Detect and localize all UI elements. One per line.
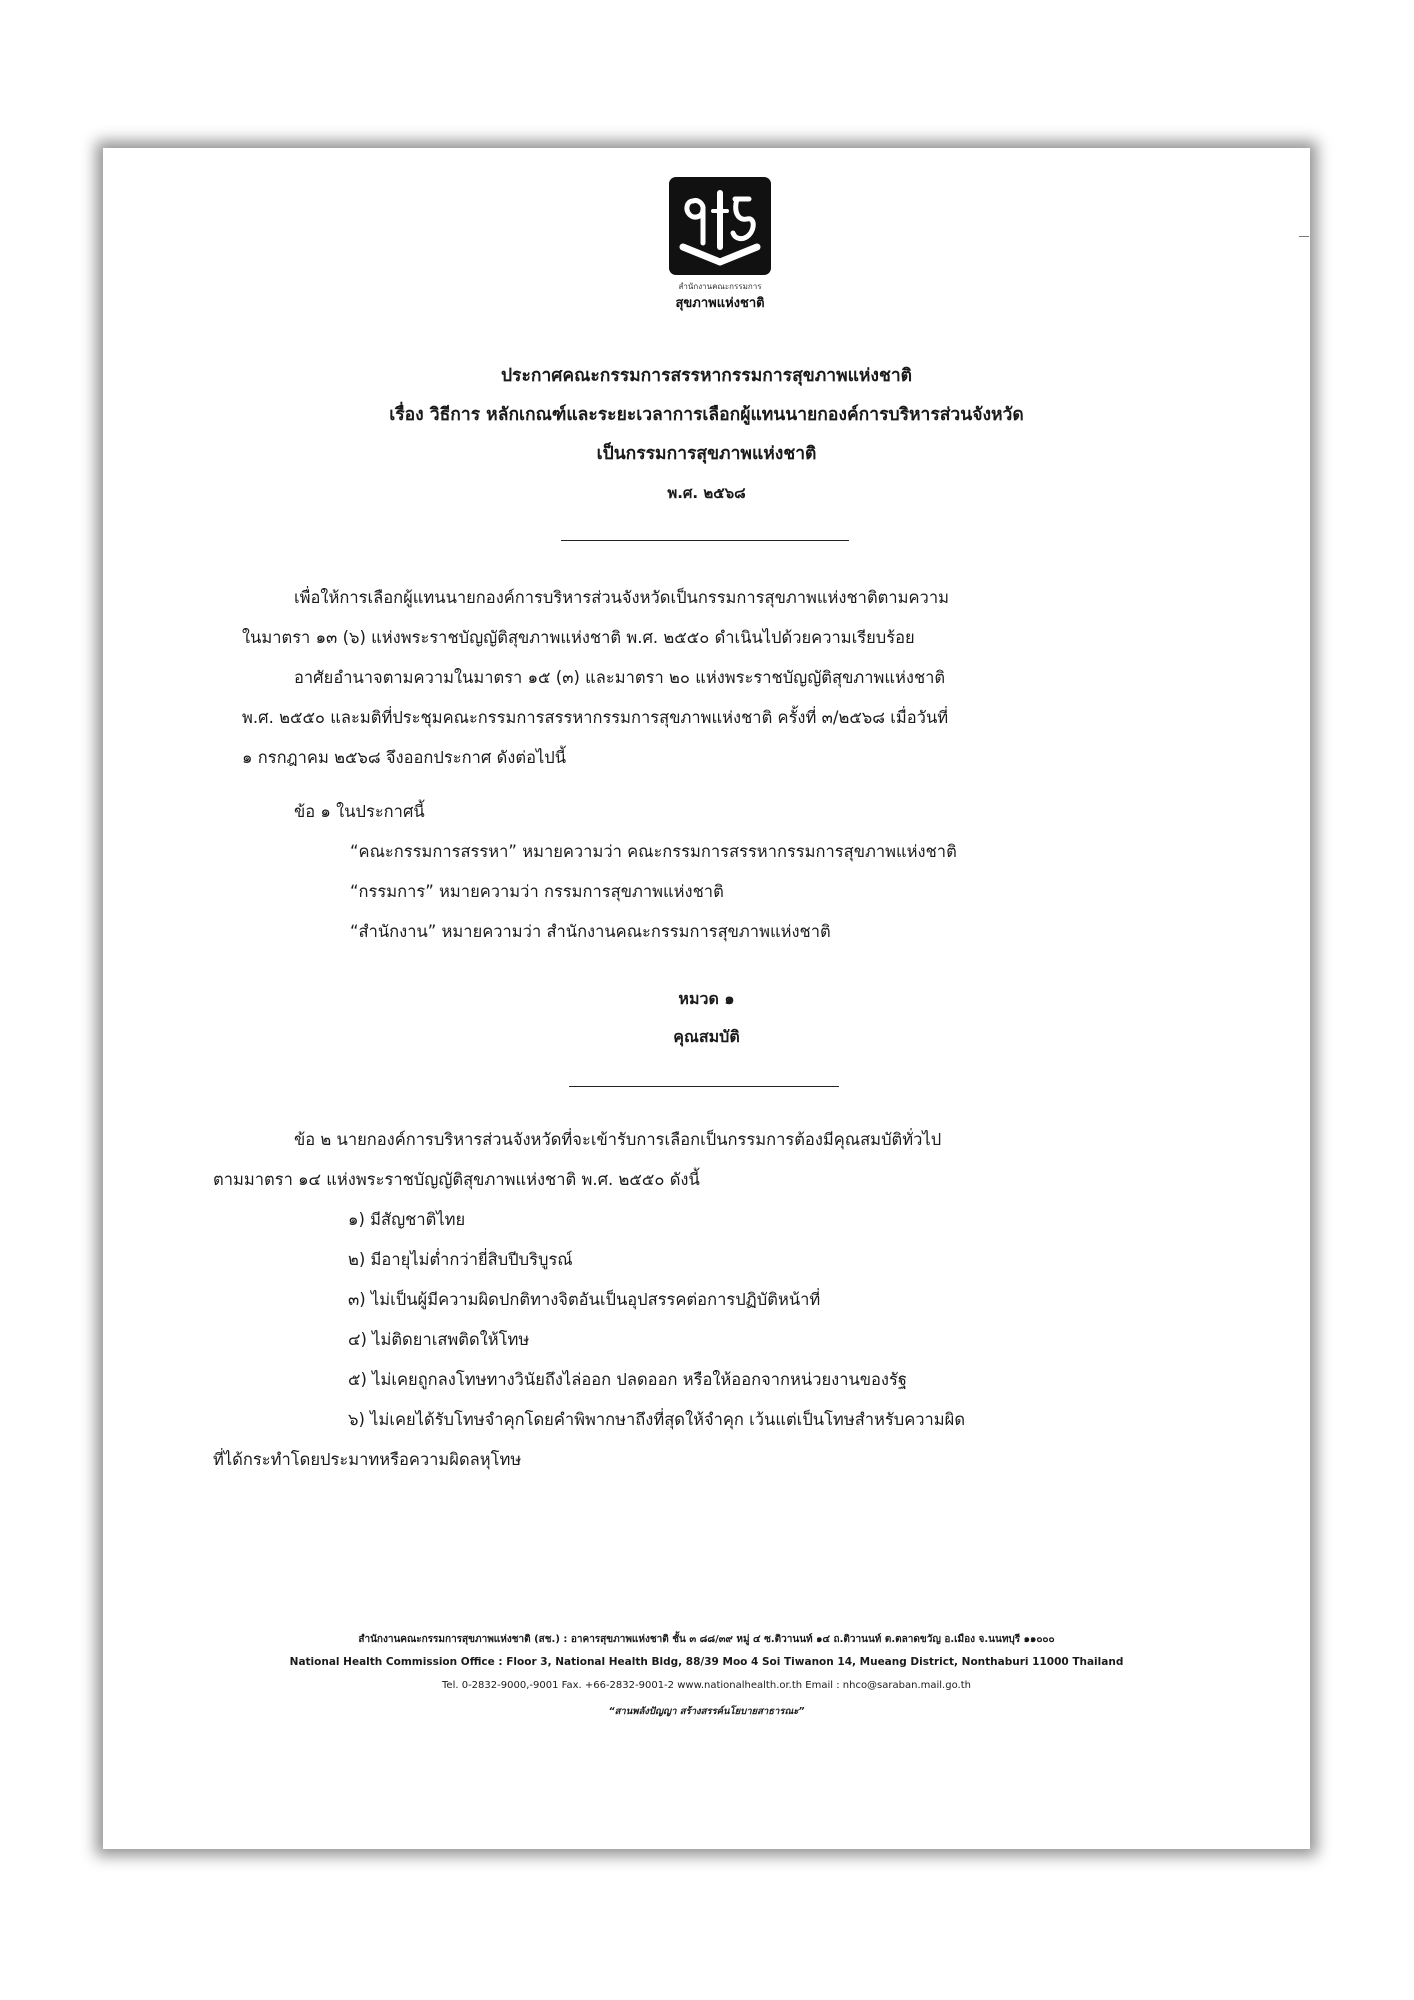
preamble-p2-line3: ๑ กรกฎาคม ๒๕๖๘ จึงออกประกาศ ดังต่อไปนี้: [242, 748, 567, 767]
footer-thai-address: สำนักงานคณะกรรมการสุขภาพแห่งชาติ (สช.) : อาคารสุขภาพแห่งชาติ ชั้น ๓ ๘๘/๓๙ หมู่ ๔ ซ.ติวานนท์ ๑๔ ถ.ติวานนท์ ต.ตลาดขวัญ อ.เมือง จ.นนทบุรี ๑๑๐๐๐: [358, 1634, 1055, 1645]
clause1-definition-1: “คณะกรรมการสรรหา” หมายความว่า คณะกรรมการสรรหากรรมการสุขภาพแห่งชาติ: [350, 842, 957, 861]
chapter-number: หมวด ๑: [678, 989, 735, 1008]
footer-contact: Tel. 0-2832-9000,-9001 Fax. +66-2832-9001-2 www.nationalhealth.or.th Email : nhco@saraban.mail.go.th: [442, 1680, 971, 1691]
preamble-p1-line2: ในมาตรา ๑๓ (๖) แห่งพระราชบัญญัติสุขภาพแห่งชาติ พ.ศ. ๒๕๕๐ ดำเนินไปด้วยความเรียบร้อย: [242, 628, 915, 647]
nhco-emblem-icon: [669, 177, 771, 275]
qualification-item: ๓) ไม่เป็นผู้มีความผิดปกติทางจิตอันเป็นอุปสรรคต่อการปฏิบัติหน้าที่: [348, 1290, 821, 1309]
footer-slogan: “สานพลังปัญญา สร้างสรรค์นโยบายสาธารณะ”: [608, 1706, 805, 1717]
qualification-item: ๖) ไม่เคยได้รับโทษจำคุกโดยคำพิพากษาถึงที่สุดให้จำคุก เว้นแต่เป็นโทษสำหรับความผิด: [348, 1410, 966, 1429]
title-year: พ.ศ. ๒๕๖๘: [667, 484, 746, 502]
preamble-p2-line2: พ.ศ. ๒๕๕๐ และมติที่ประชุมคณะกรรมการสรรหากรรมการสุขภาพแห่งชาติ ครั้งที่ ๓/๒๕๖๘ เมื่อวันที่: [242, 708, 949, 727]
logo: [669, 177, 771, 275]
clause2-line2: ตามมาตรา ๑๔ แห่งพระราชบัญญัติสุขภาพแห่งชาติ พ.ศ. ๒๕๕๐ ดังนี้: [213, 1170, 700, 1189]
title-line-1: ประกาศคณะกรรมการสรรหากรรมการสุขภาพแห่งชาติ: [500, 366, 913, 386]
title-divider: [561, 540, 849, 541]
qualification-item: ๔) ไม่ติดยาเสพติดให้โทษ: [348, 1330, 530, 1349]
qualification-item: ๒) มีอายุไม่ต่ำกว่ายี่สิบปีบริบูรณ์: [348, 1250, 573, 1269]
qualification-item: ๕) ไม่เคยถูกลงโทษทางวินัยถึงไล่ออก ปลดออก หรือให้ออกจากหน่วยงานของรัฐ: [348, 1370, 907, 1389]
chapter-divider: [569, 1086, 839, 1087]
logo-caption-small: สำนักงานคณะกรรมการ: [678, 282, 762, 291]
logo-caption-large: สุขภาพแห่งชาติ: [675, 296, 765, 311]
clause1-definition-2: “กรรมการ” หมายความว่า กรรมการสุขภาพแห่งชาติ: [350, 882, 724, 901]
qualification-item-continuation: ที่ได้กระทำโดยประมาทหรือความผิดลหุโทษ: [213, 1450, 522, 1469]
preamble-p2-line1: อาศัยอำนาจตามความในมาตรา ๑๕ (๓) และมาตรา ๒๐ แห่งพระราชบัญญัติสุขภาพแห่งชาติ: [294, 668, 946, 687]
title-line-3: เป็นกรรมการสุขภาพแห่งชาติ: [596, 444, 817, 464]
title-line-2: เรื่อง วิธีการ หลักเกณฑ์และระยะเวลาการเลือกผู้แทนนายกองค์การบริหารส่วนจังหวัด: [389, 405, 1024, 425]
footer-english-address: National Health Commission Office : Floor 3, National Health Bldg, 88/39 Moo 4 Soi Tiwanon 14, Mueang District, Nonthaburi 11000 Thailand: [289, 1656, 1124, 1668]
edge-mark: [1299, 236, 1309, 237]
clause2-line1: ข้อ ๒ นายกองค์การบริหารส่วนจังหวัดที่จะเข้ารับการเลือกเป็นกรรมการต้องมีคุณสมบัติทั่วไป: [294, 1130, 942, 1149]
chapter-name: คุณสมบัติ: [673, 1027, 740, 1046]
document-page: [103, 148, 1310, 1849]
qualification-item: ๑) มีสัญชาติไทย: [348, 1210, 466, 1229]
clause1-heading: ข้อ ๑ ในประกาศนี้: [294, 802, 425, 821]
clause1-definition-3: “สำนักงาน” หมายความว่า สำนักงานคณะกรรมการสุขภาพแห่งชาติ: [350, 922, 831, 941]
preamble-p1-line1: เพื่อให้การเลือกผู้แทนนายกองค์การบริหารส่วนจังหวัดเป็นกรรมการสุขภาพแห่งชาติตามความ: [294, 588, 949, 607]
